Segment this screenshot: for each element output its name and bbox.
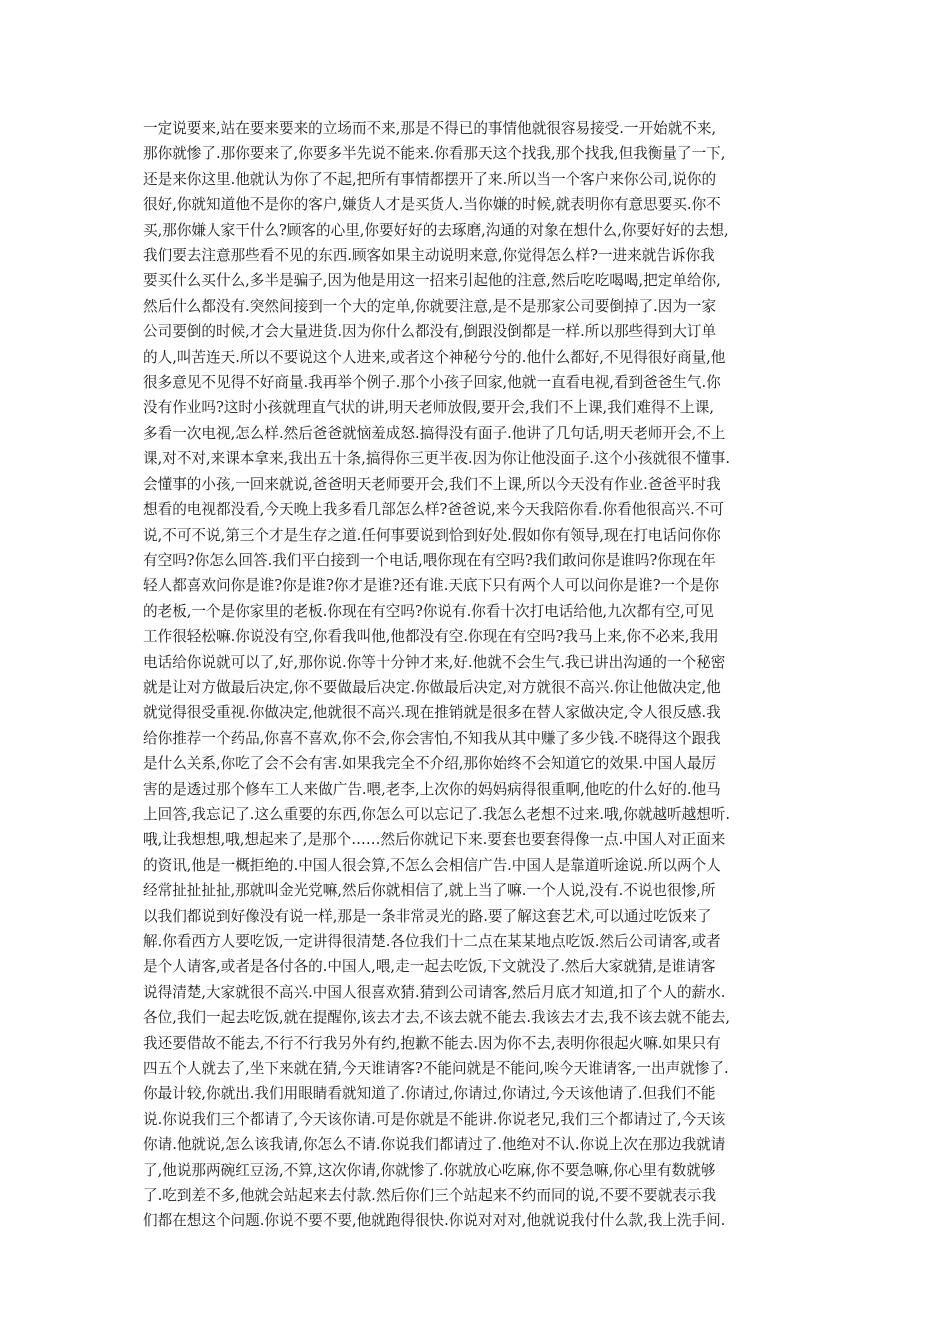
text-line: 以我们都说到好像没有说一样,那是一条非常灵光的路.要了解这套艺术,可以通过吃饭来了 xyxy=(143,907,712,925)
text-line: 没有作业吗?这时小孩就理直气状的讲,明天老师放假,要开会,我们不上课,我们难得不上课, xyxy=(143,399,714,417)
text-line: 解.你看西方人要吃饭,一定讲得很清楚.各位我们十二点在某某地点吃饭.然后公司请客,或者 xyxy=(143,933,721,950)
text-line: 一定说要来,站在要来要来的立场而不来,那是不得已的事情他就很容易接受.一开始就不来, xyxy=(143,120,717,137)
text-line: 然后什么都没有.突然间接到一个大的定单,你就要注意,是不是那家公司要倒掉了.因为一家 xyxy=(143,297,717,315)
text-line: 会懂事的小孩,一回来就说,爸爸明天老师要开会,我们不上课,所以今天没有作业.爸爸平时我 xyxy=(143,475,721,493)
text-line: 了.吃到差不多,他就会站起来去付款.然后你们三个站起来不约而同的说,不要不要就表示我 xyxy=(143,1187,717,1205)
text-line: 你请.他就说,怎么该我请,你怎么不请.你说我们都请过了.他绝对不认.你说上次在那边我就请 xyxy=(143,1136,726,1154)
text-line: 说,不可不说,第三个才是生存之道.任何事要说到恰到好处.假如你有领导,现在打电话问你你 xyxy=(143,526,721,544)
text-line: 就是让对方做最后决定,你不要做最后决定.你做最后决定,对方就很不高兴.你让他做决定,他 xyxy=(143,678,721,696)
text-line: 我们要去注意那些看不见的东西.顾客如果主动说明来意,你觉得怎么样?一进来就告诉你我 xyxy=(143,247,715,265)
text-line: 我还要借故不能去,不行不行我另外有约,抱歉不能去.因为你不去,表明你很起火嘛.如果只有 xyxy=(143,1034,721,1052)
text-line: 经常扯扯扯扯,那就叫金光党嘛,然后你就相信了,就上当了嘛.一个人说,没有.不说也很惨,所 xyxy=(143,882,716,900)
text-line: 要买什么买什么,多半是骗子,因为他是用这一招来引起他的注意,然后吃吃喝喝,把定单给你, xyxy=(143,272,721,290)
text-line: 的资讯,他是一概拒绝的.中国人很会算,不怎么会相信广告.中国人是靠道听途说.所以两个人 xyxy=(143,856,721,874)
text-line: 的人,叫苦连天.所以不要说这个人进来,或者这个神秘兮兮的.他什么都好,不见得很好商量,他 xyxy=(143,348,726,366)
text-line: 的老板,一个是你家里的老板.你现在有空吗?你说有.你看十次打电话给他,九次都有空,可见 xyxy=(143,602,714,620)
text-line: 是什么关系,你吃了会不会有害.如果我完全不介绍,那你始终不会知道它的效果.中国人最厉 xyxy=(143,755,717,773)
text-line: 工作很轻松嘛.你说没有空,你看我叫他,他都没有空.你现在有空吗?我马上来,你不必来,我用 xyxy=(143,628,719,646)
text-line: 们都在想这个问题.你说不要不要,他就跑得很快.你说对对对,他就说我付什么款,我上洗手间. xyxy=(143,1212,726,1230)
text-line: 了,他说那两碗红豆汤,不算,这次你请,你就惨了.你就放心吃麻,你不要急嘛,你心里有数就够 xyxy=(143,1161,716,1179)
text-line: 还是来你这里.他就认为你了不起,把所有事情都摆开了来.所以当一个客户来你公司,说你的 xyxy=(143,170,717,188)
text-line: 那你就惨了.那你要来了,你要多半先说不能来.你看那天这个找我,那个找我,但我衡量了一下, xyxy=(143,145,726,163)
text-line: 很多意见不见得不好商量.我再举个例子.那个小孩子回家,他就一直看电视,看到爸爸生气.你 xyxy=(143,374,721,392)
text-line: 害的是透过那个修车工人来做广告.喂,老李,上次你的妈妈病得很重啊,他吃的什么好的.他马 xyxy=(143,780,721,798)
text-line: 说得清楚,大家就很不高兴.中国人很喜欢猜.猜到公司请客,然后月底才知道,扣了个人的薪水. xyxy=(143,983,726,1001)
text-line: 课,对不对,来课本拿来,我出五十条,搞得你三更半夜.因为你让他没面子.这个小孩就很不懂事. xyxy=(143,450,731,468)
text-line: 想看的电视都没看,今天晚上我多看几部怎么样?爸爸说,来今天我陪你看.你看他很高兴.不可 xyxy=(143,501,724,519)
text-line: 你最计较,你就出.我们用眼睛看就知道了.你请过,你请过,你请过,今天该他请了.但我们不能 xyxy=(143,1085,716,1103)
text-line: 多看一次电视,怎么样.然后爸爸就恼羞成怒.搞得没有面子.他讲了几句话,明天老师开会,不上 xyxy=(143,424,726,442)
text-line: 就觉得很受重视.你做决定,他就很不高兴.现在推销就是很多在替人家做决定,令人很反感.我 xyxy=(143,704,721,722)
text-line: 说.你说我们三个都请了,今天该你请.可是你就是不能讲.你说老兄,我们三个都请过了,今天该 xyxy=(143,1110,726,1128)
text-line: 上回答,我忘记了.这么重要的东西,你怎么可以忘记了.我怎么老想不过来.哦,你就越听越想听. xyxy=(143,805,731,823)
text-line: 轻人都喜欢问你是谁?你是谁?你才是谁?还有谁.天底下只有两个人可以问你是谁?一个是你 xyxy=(143,577,719,595)
text-line: 很好,你就知道他不是你的客户,嫌货人才是买货人.当你嫌的时候,就表明你有意思要买.你不 xyxy=(143,196,721,214)
text-line: 哦,让我想想,哦,想起来了,是那个……然后你就记下来.要套也要套得像一点.中国人对正面来 xyxy=(143,831,726,849)
text-line: 是个人请客,或者是各付各的.中国人,喂,走一起去吃饭,下文就没了.然后大家就猜,是谁请客 xyxy=(143,958,716,976)
text-line: 买,那你嫌人家干什么?顾客的心里,你要好好的去琢磨,沟通的对象在想什么,你要好好的去想, xyxy=(143,221,729,239)
text-line: 各位,我们一起去吃饭,就在提醒你,该去才去,不该去就不能去.我该去才去,我不该去就不能去, xyxy=(143,1009,731,1027)
text-line: 电话给你说就可以了,好,那你说.你等十分钟才来,好.他就不会生气.我已讲出沟通的一个秘密 xyxy=(143,653,726,671)
text-line: 有空吗?你怎么回答.我们平白接到一个电话,喂你现在有空吗?我们敢问你是谁吗?你现在年 xyxy=(143,551,716,569)
body-text xyxy=(143,116,823,1234)
text-line: 公司要倒的时候,才会大量进货.因为你什么都没有,倒跟没倒都是一样.所以那些得到大订单 xyxy=(143,323,717,341)
text-line: 给你推荐一个药品,你喜不喜欢,你不会,你会害怕,不知我从其中赚了多少钱.不晓得这个跟我 xyxy=(143,729,721,747)
text-line: 四五个人就去了,坐下来就在猜,今天谁请客?不能问就是不能问,唉今天谁请客,一出声就惨了. xyxy=(143,1060,729,1078)
